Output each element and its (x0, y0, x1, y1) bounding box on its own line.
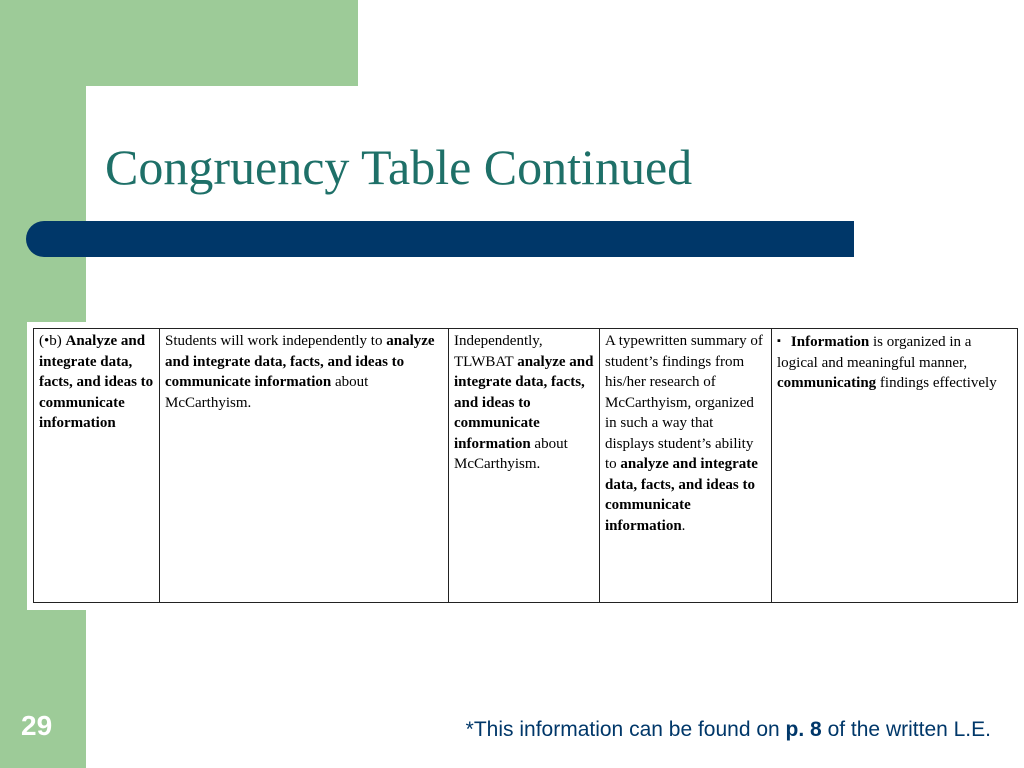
footnote (466, 719, 991, 740)
criteria-text-2: findings effectively (876, 375, 997, 391)
criteria-text-1: is organized in a logical and meaningful manner, (777, 334, 972, 371)
behavioral-after: about McCarthyism. (454, 435, 568, 472)
title-underline-bar (26, 221, 854, 257)
objective-text: Analyze and integrate data, facts, and ideas to communicate information (39, 333, 154, 431)
assessment-bold: analyze and integrate data, facts, and ideas to communicate information (605, 456, 758, 534)
assessment-after: . (681, 517, 686, 534)
activity-after: about McCarthyism. (165, 374, 369, 411)
congruency-table (33, 328, 1018, 603)
page-number: 29 (21, 710, 53, 741)
footnote-page-ref: p. 8 (785, 718, 822, 741)
slide-title: Congruency Table Continued (105, 139, 693, 195)
criteria-bold-2: communicating (777, 375, 877, 391)
objective-prefix: (•b) (39, 333, 66, 349)
footnote-suffix: of the written L.E. (821, 718, 991, 741)
accent-bar-top (0, 0, 358, 86)
table-row (34, 329, 1018, 603)
behavioral-text: Independently, TLWBAT (454, 333, 543, 370)
criteria-bold-1: Information (790, 334, 870, 350)
square-bullet-icon: ▪ (777, 335, 781, 347)
criteria-cell (772, 329, 1018, 603)
assessment-text: A typewritten summary of student’s findings from his/her research of McCarthyism, organized in such a way that displays student’s ability to (605, 333, 763, 472)
activity-text: Students will work independently to (165, 333, 387, 349)
activity-cell (160, 329, 449, 603)
activity-bold: analyze and integrate data, facts, and ideas to communicate information (165, 333, 435, 390)
objective-cell (34, 329, 160, 603)
behavioral-bold: analyze and integrate data, facts, and ideas to communicate information (454, 353, 594, 452)
assessment-cell (600, 329, 772, 603)
behavioral-objective-cell (449, 329, 600, 603)
footnote-text: *This information can be found on (465, 718, 786, 741)
